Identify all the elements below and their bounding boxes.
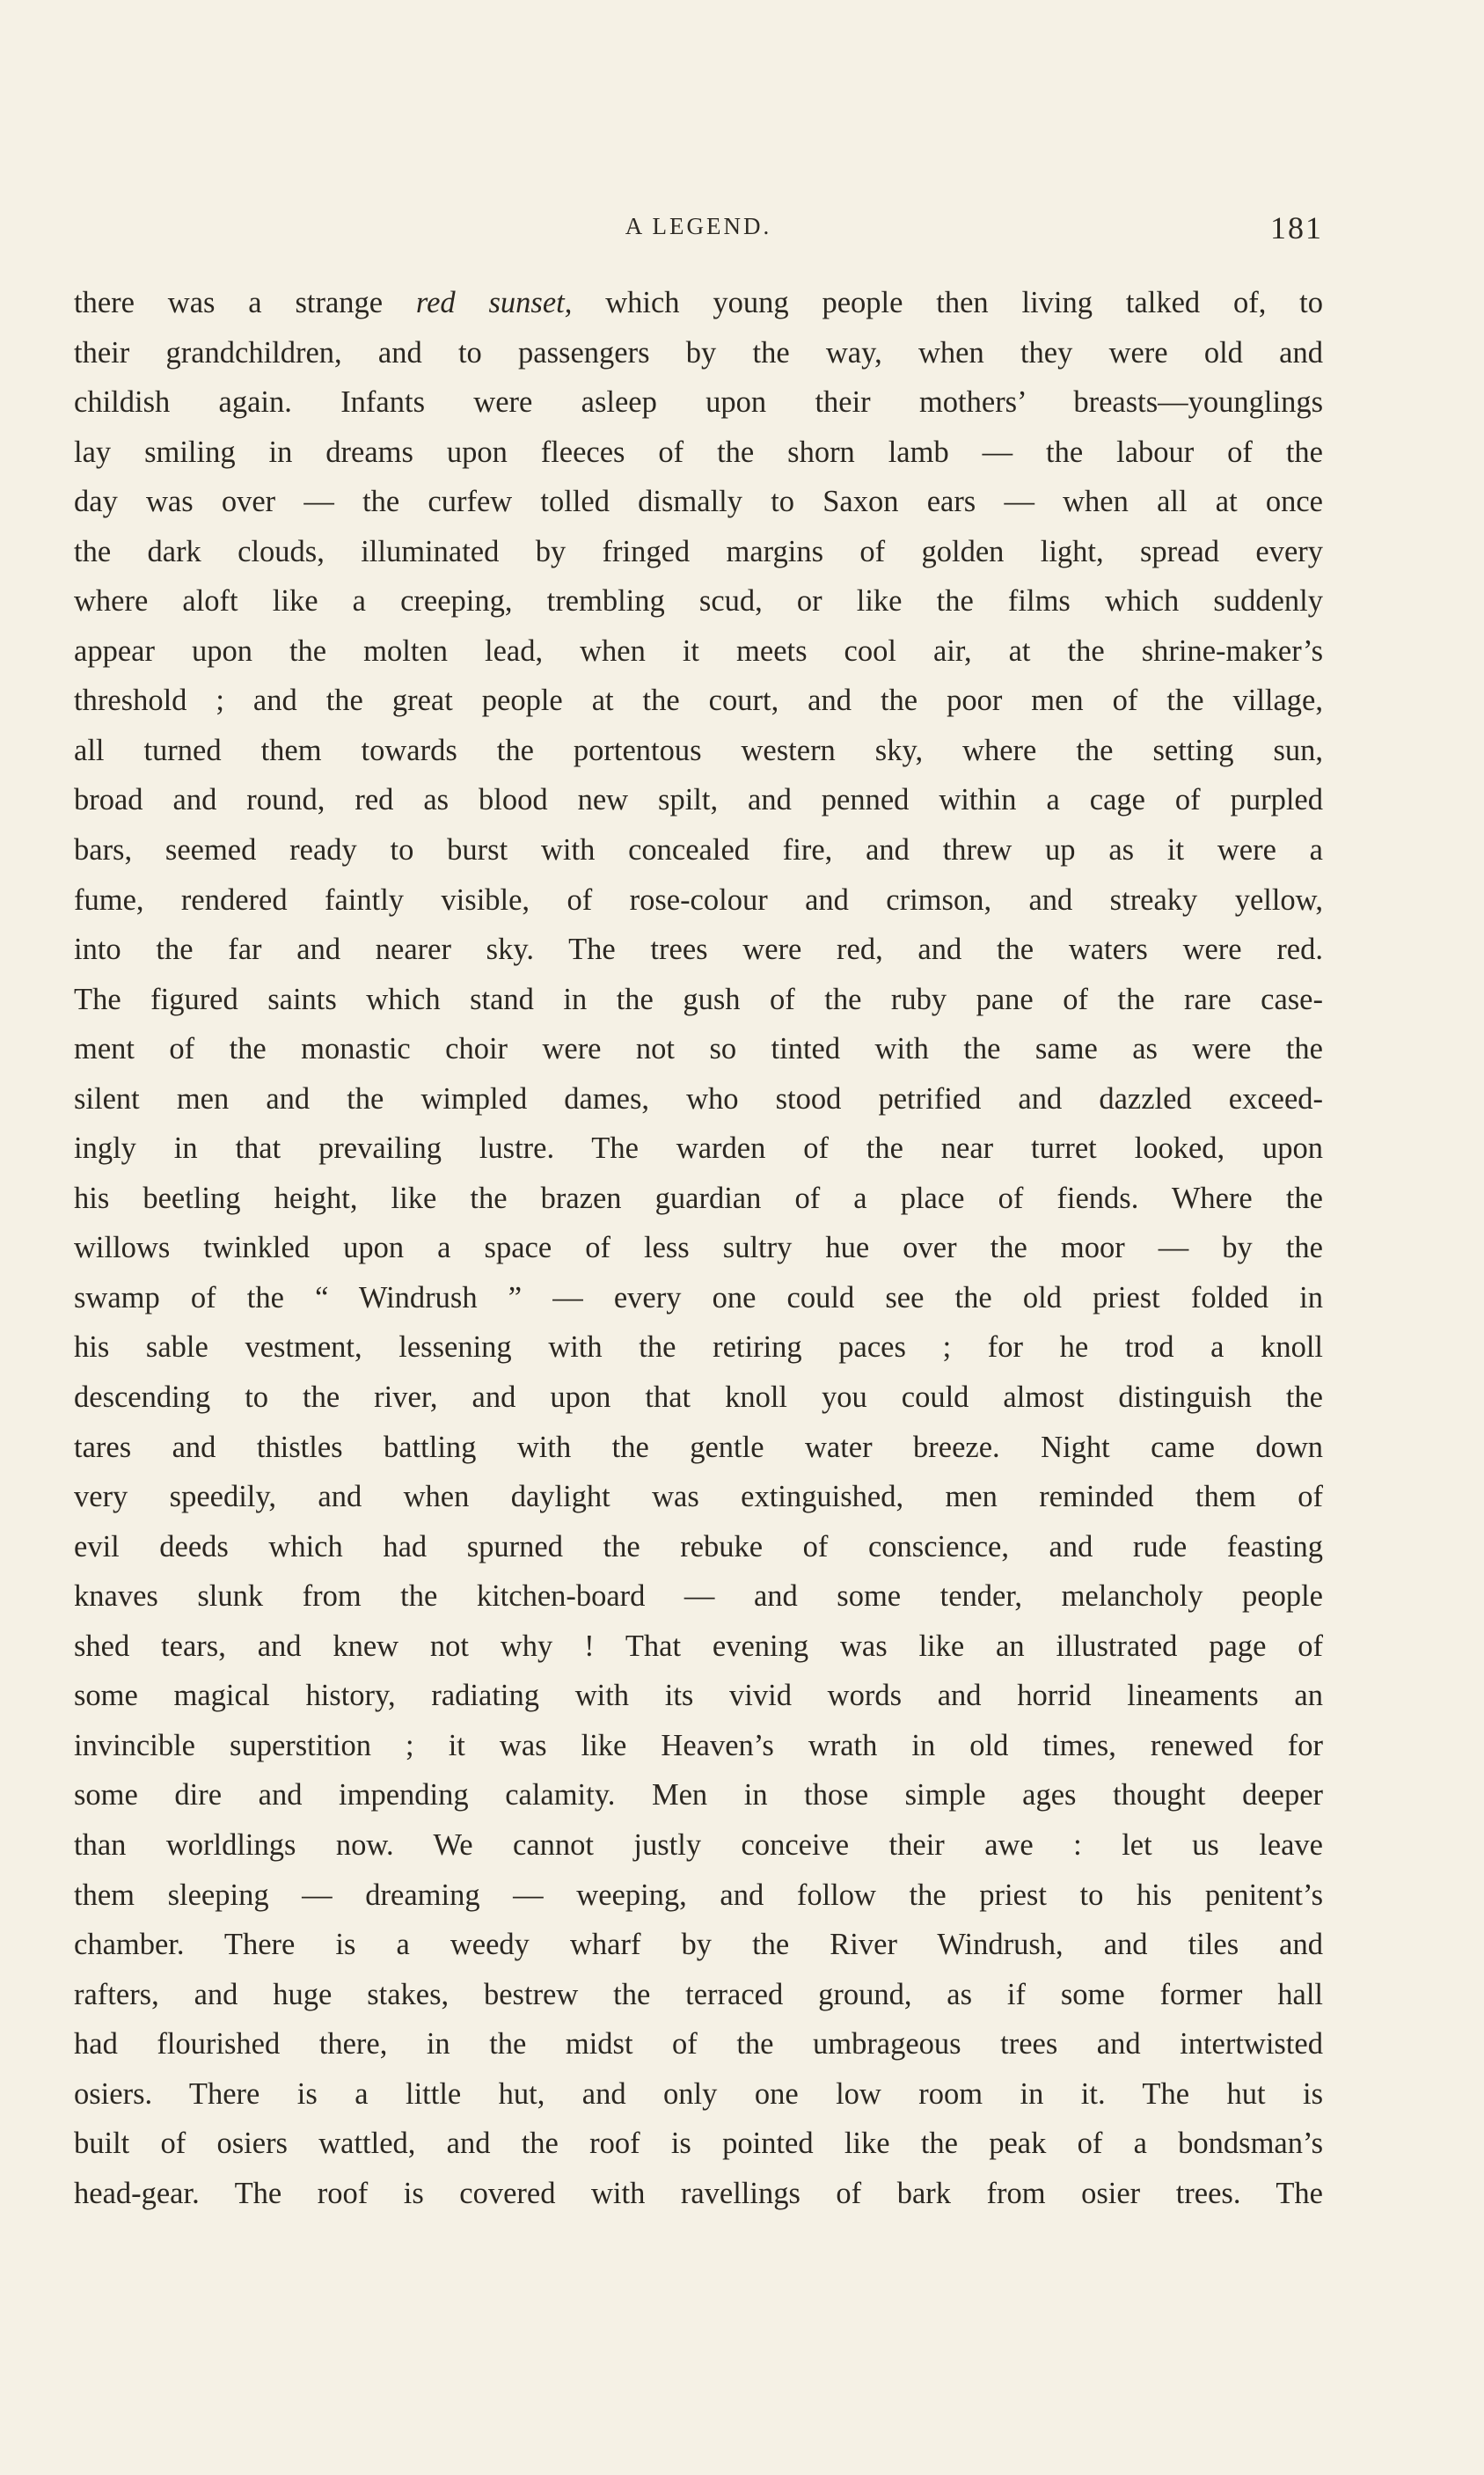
text-line: chamber. There is a weedy wharf by the River Windrush, and tiles and [74, 1928, 1323, 1962]
text-line: rafters, and huge stakes, bestrew the terraced ground, as if some former hall [74, 1977, 1323, 2011]
text-line: all turned them towards the portentous western sky, where the setting sun, [74, 733, 1323, 767]
text-line: osiers. There is a little hut, and only one low room in it. The hut is [74, 2076, 1323, 2111]
text-line: into the far and nearer sky. The trees were red, and the waters were red. [74, 933, 1323, 967]
text-line: broad and round, red as blood new spilt, and penned within a cage of purpled [74, 783, 1323, 817]
text-line: built of osiers wattled, and the roof is pointed like the peak of a bondsman’s [74, 2127, 1323, 2161]
body-text [74, 278, 1323, 2218]
text-line: threshold ; and the great people at the court, and the poor men of the village, [74, 684, 1323, 718]
text-line: evil deeds which had spurned the rebuke of conscience, and rude feasting [74, 1529, 1323, 1563]
text-line: invincible superstition ; it was like Heaven’s wrath in old times, renewed for [74, 1728, 1323, 1762]
text-line: bars, seemed ready to burst with concealed fire, and threw up as it were a [74, 833, 1323, 868]
text-line: his sable vestment, lessening with the retiring paces ; for he trod a knoll [74, 1330, 1323, 1365]
text-line-1 [74, 278, 1323, 328]
text-line: descending to the river, and upon that knoll you could almost distinguish the [74, 1380, 1323, 1415]
text-line: shed tears, and knew not why ! That evening was like an illustrated page of [74, 1629, 1323, 1663]
text-line: them sleeping — dreaming — weeping, and follow the priest to his penitent’s [74, 1878, 1323, 1912]
text-line: some dire and impending calamity. Men in those simple ages thought deeper [74, 1778, 1323, 1812]
text-line: appear upon the molten lead, when it meets cool air, at the shrine-maker’s [74, 633, 1323, 668]
text-line-1-end: which young people then living talked of, to [572, 286, 1324, 319]
text-line-1-start: there was a strange [74, 286, 416, 319]
text-line: silent men and the wimpled dames, who stood petrified and dazzled exceed- [74, 1081, 1323, 1116]
running-title: A LEGEND. [625, 213, 772, 239]
text-line: than worldlings now. We cannot justly conceive their awe : let us leave [74, 1827, 1323, 1862]
text-line: ment of the monastic choir were not so tinted with the same as were the [74, 1032, 1323, 1066]
text-line: swamp of the “ Windrush ” — every one could see the old priest folded in [74, 1280, 1323, 1314]
text-line: childish again. Infants were asleep upon their mothers’ breasts—younglings [74, 385, 1323, 420]
page-number: 181 [1270, 210, 1323, 245]
text-line: knaves slunk from the kitchen-board — and some tender, melancholy people [74, 1579, 1323, 1614]
text-line: ingly in that prevailing lustre. The warden of the near turret looked, upon [74, 1131, 1323, 1166]
text-line: very speedily, and when daylight was extinguished, men reminded them of [74, 1480, 1323, 1514]
text-line: some magical history, radiating with its vivid words and horrid lineaments an [74, 1679, 1323, 1713]
text-line: The figured saints which stand in the gush of the ruby pane of the rare case- [74, 982, 1323, 1016]
text-line: day was over — the curfew tolled dismally to Saxon ears — when all at once [74, 485, 1323, 519]
text-line: willows twinkled upon a space of less sultry hue over the moor — by the [74, 1231, 1323, 1265]
page-header [74, 209, 1323, 262]
text-line: had flourished there, in the midst of the umbrageous trees and intertwisted [74, 2027, 1323, 2061]
text-line: his beetling height, like the brazen guardian of a place of fiends. Where the [74, 1181, 1323, 1215]
text-line: where aloft like a creeping, trembling scud, or like the films which suddenly [74, 584, 1323, 619]
text-line: fume, rendered faintly visible, of rose-colour and crimson, and streaky yellow, [74, 882, 1323, 917]
text-line: tares and thistles battling with the gentle water breeze. Night came down [74, 1430, 1323, 1464]
text-line-1-italic: red sunset, [415, 286, 573, 319]
text-line: the dark clouds, illuminated by fringed margins of golden light, spread every [74, 534, 1323, 568]
text-line: lay smiling in dreams upon fleeces of the shorn lamb — the labour of the [74, 435, 1323, 469]
text-line: head-gear. The roof is covered with ravellings of bark from osier trees. The [74, 2176, 1323, 2210]
text-line: their grandchildren, and to passengers by the way, when they were old and [74, 335, 1323, 370]
